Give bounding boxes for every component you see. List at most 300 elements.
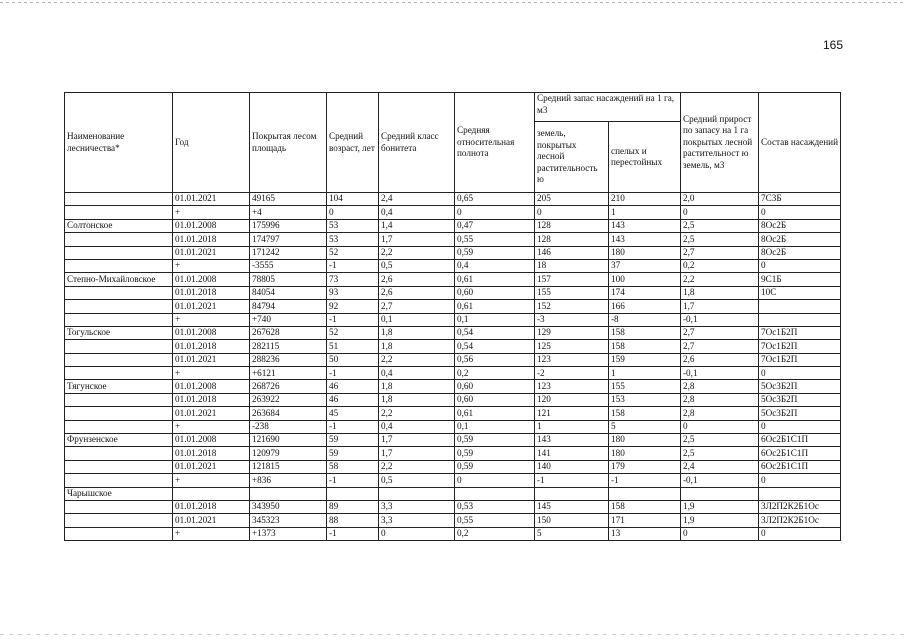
header-stock-forest: земель, покрытых лесной растительность ю [535, 122, 609, 193]
table-row [65, 420, 841, 433]
cell-name: Степно-Михайловское [65, 273, 173, 286]
table-row [65, 259, 841, 272]
cell-name [65, 286, 173, 299]
cell-density: 0,1 [455, 420, 535, 433]
cell-stock-mature: 1 [609, 206, 681, 219]
header-row [65, 93, 841, 122]
cell-age: 53 [327, 219, 379, 232]
cell-growth: 2,8 [681, 393, 759, 406]
table-row [65, 393, 841, 406]
cell-stock-forest: 128 [535, 219, 609, 232]
cell-stock-mature: 180 [609, 447, 681, 460]
table-row [65, 487, 841, 500]
cell-year: + [173, 313, 250, 326]
cell-stock-forest: 123 [535, 353, 609, 366]
cell-bonitet: 1,8 [379, 340, 455, 353]
cell-stock-forest: 141 [535, 447, 609, 460]
table-row [65, 367, 841, 380]
cell-stock-forest: 120 [535, 393, 609, 406]
cell-year: 01.01.2021 [173, 353, 250, 366]
cell-age: 0 [327, 206, 379, 219]
cell-year: + [173, 367, 250, 380]
cell-age: 46 [327, 380, 379, 393]
cell-growth: 2,5 [681, 434, 759, 447]
cell-bonitet: 1,7 [379, 434, 455, 447]
cell-age: 89 [327, 500, 379, 513]
header-age: Средний возраст, лет [327, 93, 379, 193]
cell-growth: -0,1 [681, 313, 759, 326]
cell-age: 59 [327, 434, 379, 447]
cell-area: 263922 [250, 393, 327, 406]
cell-area: 49165 [250, 193, 327, 206]
cell-growth: 1,8 [681, 286, 759, 299]
cell-age: 92 [327, 300, 379, 313]
cell-year: 01.01.2018 [173, 393, 250, 406]
cell-composition: 8Ос2Б [759, 233, 841, 246]
cell-name [65, 527, 173, 540]
header-name: Наименование лесничества* [65, 93, 173, 193]
cell-growth: 2,5 [681, 447, 759, 460]
cell-stock-forest: -2 [535, 367, 609, 380]
table-row [65, 380, 841, 393]
cell-density: 0,61 [455, 407, 535, 420]
cell-bonitet: 2,2 [379, 460, 455, 473]
cell-composition: 8Ос2Б [759, 219, 841, 232]
cell-stock-forest: 5 [535, 527, 609, 540]
cell-stock-forest: 143 [535, 434, 609, 447]
cell-density: 0 [455, 206, 535, 219]
cell-year: 01.01.2008 [173, 326, 250, 339]
cell-density: 0,61 [455, 273, 535, 286]
cell-age: 93 [327, 286, 379, 299]
header-area: Покрытая лесом площадь [250, 93, 327, 193]
cell-stock-mature: 37 [609, 259, 681, 272]
cell-year: 01.01.2021 [173, 407, 250, 420]
cell-growth: 2,5 [681, 219, 759, 232]
cell-growth: 2,8 [681, 407, 759, 420]
cell-name [65, 193, 173, 206]
cell-growth: 0 [681, 527, 759, 540]
cell-composition: 8Ос2Б [759, 246, 841, 259]
cell-year: 01.01.2008 [173, 380, 250, 393]
cell-growth: 1,9 [681, 500, 759, 513]
cell-name [65, 407, 173, 420]
table-row [65, 434, 841, 447]
cell-composition: 3Л2П2К2Б1Ос [759, 514, 841, 527]
cell-area: 263684 [250, 407, 327, 420]
cell-stock-mature: 1 [609, 367, 681, 380]
cell-stock-forest: 129 [535, 326, 609, 339]
table-row [65, 206, 841, 219]
cell-stock-forest: 145 [535, 500, 609, 513]
table-row [65, 313, 841, 326]
cell-age: -1 [327, 474, 379, 487]
cell-growth: 0,2 [681, 259, 759, 272]
cell-stock-mature: 166 [609, 300, 681, 313]
cell-year: + [173, 474, 250, 487]
cell-year: 01.01.2018 [173, 340, 250, 353]
cell-composition: 6Ос2Б1С1П [759, 434, 841, 447]
cell-name [65, 206, 173, 219]
cell-stock-forest: 150 [535, 514, 609, 527]
cell-area: 282115 [250, 340, 327, 353]
cell-name: Тогульское [65, 326, 173, 339]
cell-bonitet [379, 487, 455, 500]
cell-growth: 2,7 [681, 246, 759, 259]
cell-age: 52 [327, 326, 379, 339]
cell-name [65, 474, 173, 487]
cell-density: 0,2 [455, 367, 535, 380]
cell-density: 0,54 [455, 340, 535, 353]
cell-density [455, 487, 535, 500]
cell-stock-forest: -1 [535, 474, 609, 487]
cell-stock-mature: 174 [609, 286, 681, 299]
cell-name [65, 500, 173, 513]
table-row [65, 514, 841, 527]
cell-age: 88 [327, 514, 379, 527]
cell-age: 53 [327, 233, 379, 246]
cell-area: 84794 [250, 300, 327, 313]
cell-growth: -0,1 [681, 474, 759, 487]
cell-year: + [173, 420, 250, 433]
cell-stock-forest: 146 [535, 246, 609, 259]
cell-density: 0,53 [455, 500, 535, 513]
cell-bonitet: 0 [379, 527, 455, 540]
cell-density: 0,60 [455, 286, 535, 299]
cell-area: 84054 [250, 286, 327, 299]
table-row [65, 447, 841, 460]
header-stock-mature: спелых и перестойных [609, 122, 681, 193]
cell-age: -1 [327, 259, 379, 272]
table-row [65, 407, 841, 420]
cell-bonitet: 1,8 [379, 326, 455, 339]
cell-area: -238 [250, 420, 327, 433]
table-row [65, 286, 841, 299]
cell-density: 0,59 [455, 460, 535, 473]
cell-area: 121690 [250, 434, 327, 447]
cell-bonitet: 3,3 [379, 500, 455, 513]
header-growth: Средний прирост по запасу на 1 га покрытых лесной растительност ю земель, м3 [681, 93, 759, 193]
header-stock-group: Средний запас насаждений на 1 га, м3 [535, 93, 681, 122]
cell-growth: 0 [681, 206, 759, 219]
cell-year: + [173, 527, 250, 540]
cell-composition: 5Ос3Б2П [759, 393, 841, 406]
cell-area: +4 [250, 206, 327, 219]
cell-area: +6121 [250, 367, 327, 380]
cell-growth: 2,8 [681, 380, 759, 393]
cell-age: 51 [327, 340, 379, 353]
cell-density: 0,65 [455, 193, 535, 206]
cell-composition: 10С [759, 286, 841, 299]
cell-age: 45 [327, 407, 379, 420]
table-body [65, 193, 841, 541]
cell-stock-mature: 158 [609, 340, 681, 353]
cell-name [65, 233, 173, 246]
cell-stock-mature: 158 [609, 407, 681, 420]
cell-year: 01.01.2021 [173, 300, 250, 313]
cell-stock-mature: 158 [609, 500, 681, 513]
cell-age [327, 487, 379, 500]
table-row [65, 233, 841, 246]
cell-growth: 2,5 [681, 233, 759, 246]
cell-composition [759, 300, 841, 313]
cell-density: 0,59 [455, 447, 535, 460]
cell-bonitet: 1,8 [379, 380, 455, 393]
cell-density: 0,60 [455, 380, 535, 393]
cell-stock-mature: 155 [609, 380, 681, 393]
cell-growth: 1,9 [681, 514, 759, 527]
cell-density: 0,2 [455, 527, 535, 540]
table-row [65, 460, 841, 473]
cell-age: -1 [327, 527, 379, 540]
table-row [65, 527, 841, 540]
cell-year: 01.01.2021 [173, 514, 250, 527]
cell-composition [759, 313, 841, 326]
cell-area: 343950 [250, 500, 327, 513]
cell-area: 78805 [250, 273, 327, 286]
cell-bonitet: 2,6 [379, 273, 455, 286]
cell-composition [759, 487, 841, 500]
cell-density: 0,56 [455, 353, 535, 366]
cell-bonitet: 2,4 [379, 193, 455, 206]
table-row [65, 340, 841, 353]
cell-bonitet: 0,4 [379, 420, 455, 433]
top-scan-edge [0, 2, 905, 3]
cell-name [65, 393, 173, 406]
cell-name [65, 300, 173, 313]
cell-bonitet: 1,7 [379, 447, 455, 460]
cell-name [65, 514, 173, 527]
cell-name [65, 246, 173, 259]
table-row [65, 474, 841, 487]
cell-density: 0,59 [455, 246, 535, 259]
cell-name [65, 313, 173, 326]
cell-density: 0,55 [455, 514, 535, 527]
cell-year: 01.01.2018 [173, 500, 250, 513]
cell-area: 174797 [250, 233, 327, 246]
cell-stock-mature: 179 [609, 460, 681, 473]
cell-composition: 0 [759, 474, 841, 487]
cell-stock-mature [609, 487, 681, 500]
cell-name: Чарышское [65, 487, 173, 500]
cell-composition: 7Ос1Б2П [759, 353, 841, 366]
table-row [65, 219, 841, 232]
cell-composition: 3Л2П2К2Б1Ос [759, 500, 841, 513]
cell-growth [681, 487, 759, 500]
cell-bonitet: 3,3 [379, 514, 455, 527]
page-number: 165 [822, 38, 843, 52]
cell-growth: 2,7 [681, 340, 759, 353]
cell-density: 0,4 [455, 259, 535, 272]
cell-stock-mature: 171 [609, 514, 681, 527]
cell-age: -1 [327, 313, 379, 326]
cell-stock-forest: 1 [535, 420, 609, 433]
cell-name [65, 259, 173, 272]
cell-stock-forest: 18 [535, 259, 609, 272]
cell-stock-forest: 205 [535, 193, 609, 206]
cell-composition: 6Ос2Б1С1П [759, 460, 841, 473]
table-row [65, 500, 841, 513]
cell-year: 01.01.2018 [173, 447, 250, 460]
cell-year: + [173, 206, 250, 219]
header-density: Средняя относительная полнота [455, 93, 535, 193]
cell-bonitet: 2,7 [379, 300, 455, 313]
cell-composition: 7С3Б [759, 193, 841, 206]
cell-area: 267628 [250, 326, 327, 339]
cell-age: -1 [327, 367, 379, 380]
cell-composition: 6Ос2Б1С1П [759, 447, 841, 460]
forestry-table [64, 92, 841, 541]
table-row [65, 273, 841, 286]
header-composition: Состав насаждений [759, 93, 841, 193]
cell-age: -1 [327, 420, 379, 433]
cell-stock-mature: 5 [609, 420, 681, 433]
cell-growth: 1,7 [681, 300, 759, 313]
cell-density: 0,60 [455, 393, 535, 406]
cell-composition: 5Ос3Б2П [759, 380, 841, 393]
cell-stock-mature: 159 [609, 353, 681, 366]
cell-bonitet: 0,4 [379, 206, 455, 219]
cell-stock-mature: 100 [609, 273, 681, 286]
cell-composition: 0 [759, 527, 841, 540]
cell-composition: 0 [759, 367, 841, 380]
cell-growth: 2,2 [681, 273, 759, 286]
cell-composition: 0 [759, 206, 841, 219]
cell-area: 345323 [250, 514, 327, 527]
cell-density: 0,59 [455, 434, 535, 447]
cell-stock-mature: 13 [609, 527, 681, 540]
cell-bonitet: 0,4 [379, 367, 455, 380]
cell-area: -3555 [250, 259, 327, 272]
cell-growth: -0,1 [681, 367, 759, 380]
cell-year [173, 487, 250, 500]
cell-density: 0,61 [455, 300, 535, 313]
cell-stock-mature: 180 [609, 434, 681, 447]
cell-area: 120979 [250, 447, 327, 460]
cell-composition: 0 [759, 420, 841, 433]
cell-area: 171242 [250, 246, 327, 259]
cell-density: 0,47 [455, 219, 535, 232]
cell-name [65, 460, 173, 473]
cell-growth: 2,0 [681, 193, 759, 206]
cell-area: 288236 [250, 353, 327, 366]
cell-age: 59 [327, 447, 379, 460]
cell-area: +1373 [250, 527, 327, 540]
cell-area: +836 [250, 474, 327, 487]
cell-stock-forest [535, 487, 609, 500]
table-row [65, 193, 841, 206]
cell-stock-forest: 121 [535, 407, 609, 420]
cell-density: 0,1 [455, 313, 535, 326]
cell-bonitet: 2,2 [379, 353, 455, 366]
cell-age: 46 [327, 393, 379, 406]
cell-bonitet: 0,5 [379, 474, 455, 487]
bottom-scan-edge [0, 634, 905, 635]
cell-year: 01.01.2008 [173, 219, 250, 232]
cell-age: 73 [327, 273, 379, 286]
cell-stock-forest: 152 [535, 300, 609, 313]
cell-stock-mature: 158 [609, 326, 681, 339]
cell-composition: 0 [759, 259, 841, 272]
cell-stock-forest: 140 [535, 460, 609, 473]
cell-bonitet: 1,8 [379, 393, 455, 406]
cell-growth: 2,4 [681, 460, 759, 473]
cell-area: 175996 [250, 219, 327, 232]
cell-stock-mature: 143 [609, 233, 681, 246]
cell-growth: 2,6 [681, 353, 759, 366]
cell-bonitet: 2,2 [379, 246, 455, 259]
cell-composition: 7Ос1Б2П [759, 326, 841, 339]
cell-composition: 9С1Б [759, 273, 841, 286]
cell-stock-mature: 210 [609, 193, 681, 206]
cell-stock-mature: 143 [609, 219, 681, 232]
cell-composition: 7Ос1Б2П [759, 340, 841, 353]
cell-stock-forest: 157 [535, 273, 609, 286]
cell-growth: 0 [681, 420, 759, 433]
cell-year: 01.01.2021 [173, 193, 250, 206]
cell-density: 0,55 [455, 233, 535, 246]
cell-area: +740 [250, 313, 327, 326]
cell-bonitet: 0,5 [379, 259, 455, 272]
cell-name: Тягунское [65, 380, 173, 393]
cell-density: 0,54 [455, 326, 535, 339]
cell-name [65, 420, 173, 433]
cell-year: 01.01.2021 [173, 246, 250, 259]
cell-stock-mature: 180 [609, 246, 681, 259]
cell-stock-forest: 0 [535, 206, 609, 219]
cell-growth: 2,7 [681, 326, 759, 339]
cell-bonitet: 0,1 [379, 313, 455, 326]
cell-year: 01.01.2008 [173, 434, 250, 447]
header-bonitet: Средний класс бонитета [379, 93, 455, 193]
cell-name: Фрунзенское [65, 434, 173, 447]
cell-area [250, 487, 327, 500]
cell-stock-mature: -8 [609, 313, 681, 326]
cell-name [65, 367, 173, 380]
cell-age: 50 [327, 353, 379, 366]
cell-stock-forest: 155 [535, 286, 609, 299]
cell-year: 01.01.2018 [173, 233, 250, 246]
cell-name: Солтонское [65, 219, 173, 232]
cell-area: 121815 [250, 460, 327, 473]
cell-bonitet: 1,4 [379, 219, 455, 232]
cell-bonitet: 2,6 [379, 286, 455, 299]
cell-density: 0 [455, 474, 535, 487]
table-row [65, 353, 841, 366]
cell-age: 58 [327, 460, 379, 473]
cell-name [65, 340, 173, 353]
cell-stock-forest: 123 [535, 380, 609, 393]
cell-stock-forest: -3 [535, 313, 609, 326]
cell-stock-forest: 125 [535, 340, 609, 353]
cell-year: 01.01.2008 [173, 273, 250, 286]
cell-stock-mature: 153 [609, 393, 681, 406]
cell-name [65, 353, 173, 366]
cell-stock-forest: 128 [535, 233, 609, 246]
cell-age: 104 [327, 193, 379, 206]
cell-composition: 5Ос3Б2П [759, 407, 841, 420]
cell-name [65, 447, 173, 460]
table-row [65, 246, 841, 259]
cell-area: 268726 [250, 380, 327, 393]
cell-year: 01.01.2018 [173, 286, 250, 299]
cell-bonitet: 2,2 [379, 407, 455, 420]
cell-stock-mature: -1 [609, 474, 681, 487]
table-row [65, 326, 841, 339]
table-row [65, 300, 841, 313]
cell-year: 01.01.2021 [173, 460, 250, 473]
cell-bonitet: 1,7 [379, 233, 455, 246]
